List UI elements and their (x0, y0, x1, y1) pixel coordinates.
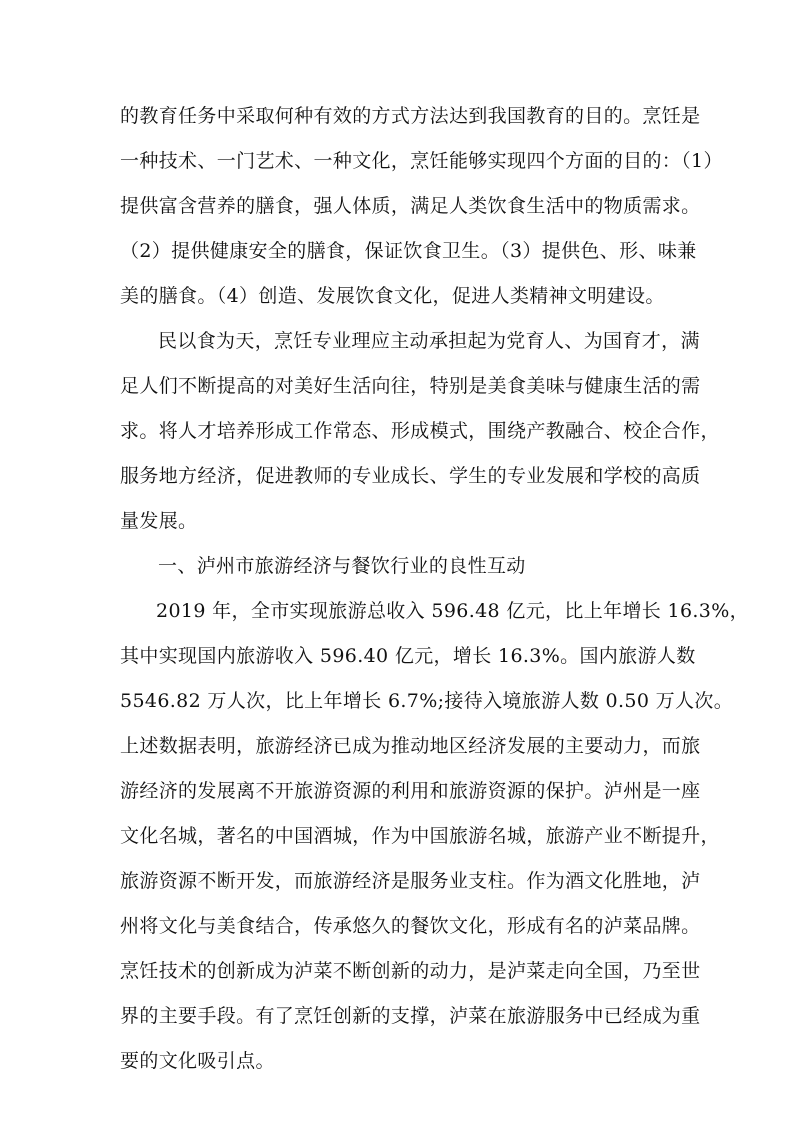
text-line: 界的主要手段。有了烹饪创新的支撑，泸菜在旅游服务中已经成为重 (120, 1005, 701, 1027)
text-line: 要的文化吸引点。 (120, 1050, 275, 1072)
section-heading: 一、泸州市旅游经济与餐饮行业的良性互动 (158, 555, 526, 577)
text-line: 美的膳食。（4）创造、发展饮食文化，促进人类精神文明建设。 (120, 285, 665, 307)
text-line: 烹饪技术的创新成为泸菜不断创新的动力，是泸菜走向全国，乃至世 (120, 960, 701, 982)
text-line: 服务地方经济，促进教师的专业成长、学生的专业发展和学校的高质 (120, 465, 701, 487)
paragraph-first-line: 2019 年，全市实现旅游总收入 596.48 亿元，比上年增长 16.3%， (156, 600, 750, 622)
text-line: 5546.82 万人次，比上年增长 6.7%;接待入境旅游人数 0.50 万人次。 (120, 690, 734, 712)
text-line: 旅游资源不断开发，而旅游经济是服务业支柱。作为酒文化胜地，泸 (120, 870, 701, 892)
text-line: （2）提供健康安全的膳食，保证饮食卫生。（3）提供色、形、味兼 (120, 240, 697, 262)
text-line: 其中实现国内旅游收入 596.40 亿元，增长 16.3%。国内旅游人数 (120, 645, 696, 667)
text-line: 一种技术、一门艺术、一种文化，烹饪能够实现四个方面的目的：（1） (120, 150, 723, 172)
paragraph-first-line: 民以食为天，烹饪专业理应主动承担起为党育人、为国育才，满 (158, 330, 700, 352)
text-line: 提供富含营养的膳食，强人体质，满足人类饮食生活中的物质需求。 (120, 195, 701, 217)
text-line: 的教育任务中采取何种有效的方式方法达到我国教育的目的。烹饪是 (120, 105, 701, 127)
text-line: 足人们不断提高的对美好生活向往，特别是美食美味与健康生活的需 (120, 375, 701, 397)
text-line: 量发展。 (120, 510, 198, 532)
text-line: 州将文化与美食结合，传承悠久的餐饮文化，形成有名的泸菜品牌。 (120, 915, 701, 937)
text-line: 文化名城，著名的中国酒城，作为中国旅游名城，旅游产业不断提升， (120, 825, 720, 847)
text-line: 上述数据表明，旅游经济已成为推动地区经济发展的主要动力，而旅 (120, 735, 701, 757)
text-line: 游经济的发展离不开旅游资源的利用和旅游资源的保护。泸州是一座 (120, 780, 701, 802)
text-line: 求。将人才培养形成工作常态、形成模式，围绕产教融合、校企合作， (120, 420, 720, 442)
